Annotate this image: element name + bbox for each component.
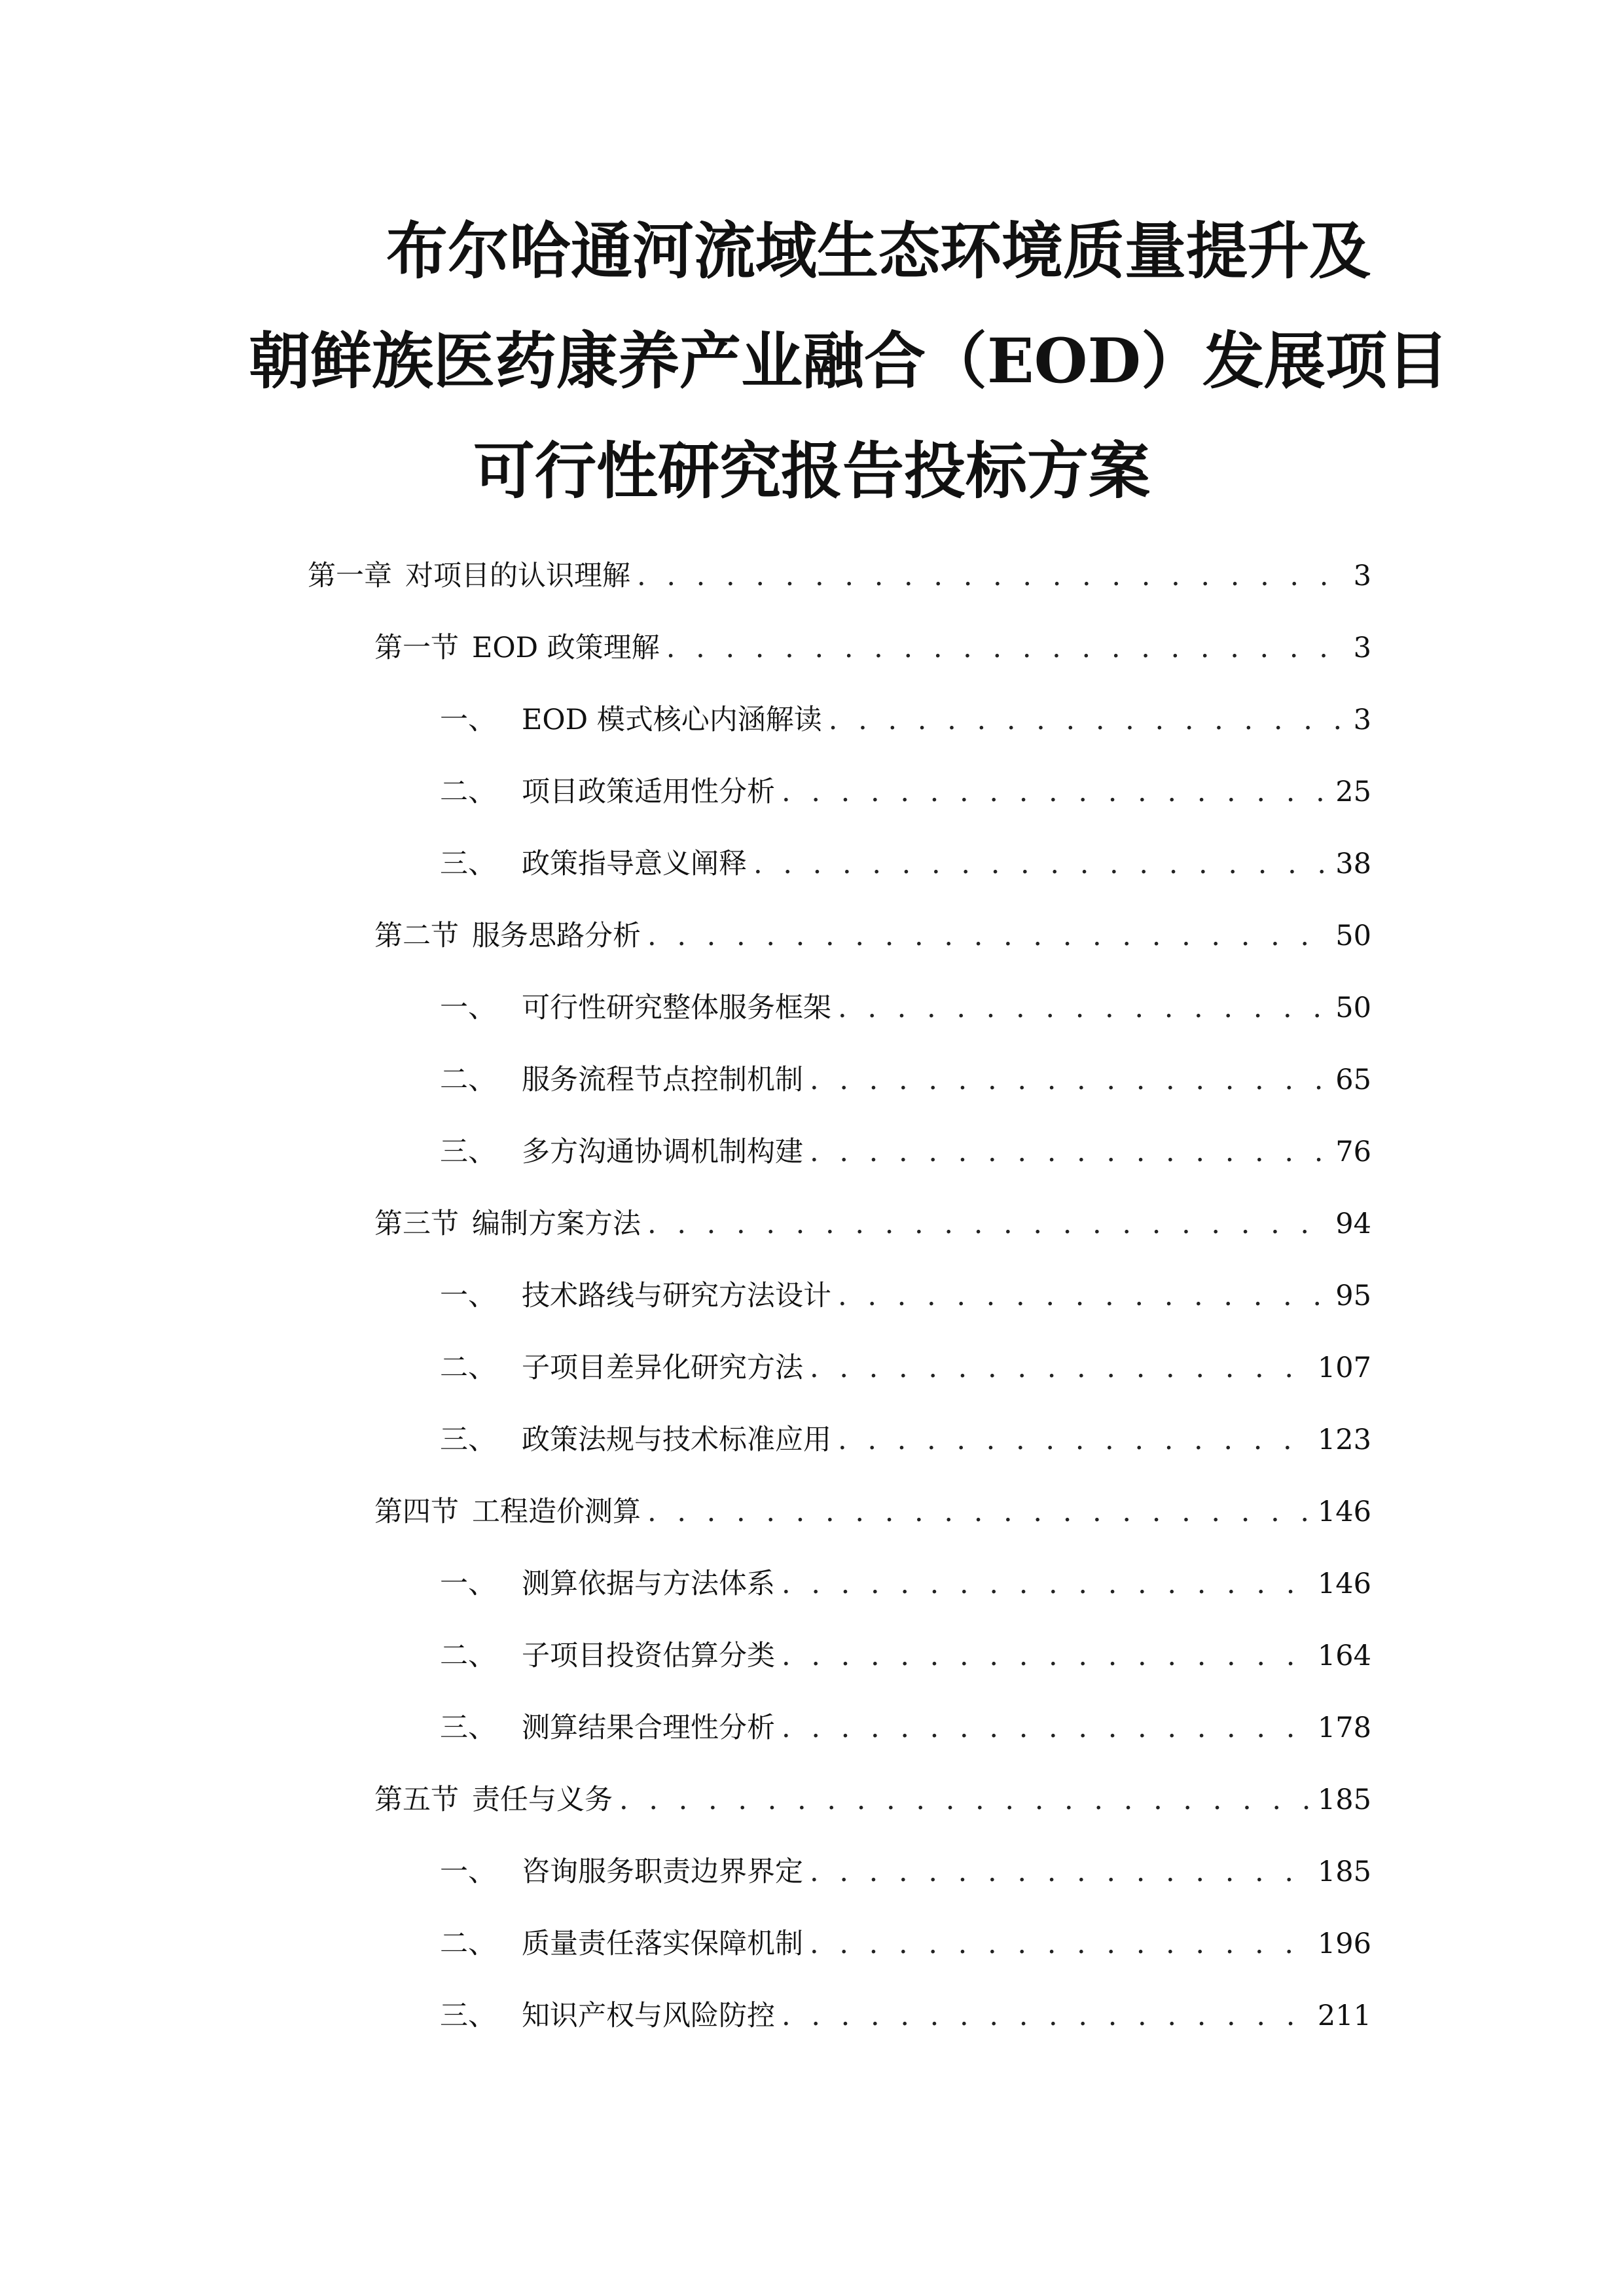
toc-entry-label: 服务流程节点控制机制 [522,1064,803,1096]
toc-entry-page: 123 [1317,1424,1371,1456]
toc-entry-chapter-1[interactable] [308,556,1371,596]
toc-dot-leader [782,1564,1311,1604]
toc-entry-label: 知识产权与风险防控 [522,2000,775,2032]
toc-dot-leader [810,1060,1329,1100]
toc-entry-page: 94 [1335,1208,1371,1240]
toc-entry-item-4-3[interactable] [440,1708,1371,1748]
toc-entry-page: 146 [1317,1496,1371,1528]
toc-dot-leader [666,628,1347,668]
toc-entry-label: 咨询服务职责边界界定 [522,1856,803,1888]
toc-entry-item-1-1[interactable] [440,700,1371,740]
toc-entry-page: 95 [1335,1280,1371,1312]
toc-entry-number: 二、 [440,1352,496,1384]
toc-entry-number: 三、 [440,2000,496,2032]
toc-entry-item-3-3[interactable] [440,1420,1371,1460]
toc-entry-number: 第四节 [374,1496,459,1528]
toc-entry-page: 178 [1317,1712,1371,1744]
toc-entry-item-2-1[interactable] [440,988,1371,1028]
toc-entry-number: 一、 [440,1856,496,1888]
toc-dot-leader [810,1852,1311,1892]
toc-entry-section-5[interactable] [374,1780,1371,1820]
toc-entry-section-1[interactable] [374,628,1371,668]
toc-entry-label: 测算依据与方法体系 [522,1568,775,1600]
toc-entry-number: 第一章 [308,560,392,592]
toc-entry-label: 子项目投资估算分类 [522,1640,775,1672]
toc-dot-leader [753,844,1329,884]
toc-dot-leader [782,772,1329,812]
toc-dot-leader [810,1924,1311,1964]
toc-dot-leader [810,1348,1311,1388]
toc-entry-page: 3 [1353,704,1371,736]
toc-entry-page: 185 [1317,1784,1371,1816]
toc-entry-label: 工程造价测算 [472,1496,641,1528]
toc-entry-item-4-2[interactable] [440,1636,1371,1676]
toc-entry-number: 三、 [440,1712,496,1744]
toc-dot-leader [838,1276,1329,1316]
toc-entry-page: 164 [1317,1640,1371,1672]
toc-entry-label: 多方沟通协调机制构建 [522,1136,803,1168]
toc-entry-item-1-3[interactable] [440,844,1371,884]
toc-entry-number: 三、 [440,1136,496,1168]
toc-entry-label: 技术路线与研究方法设计 [522,1280,831,1312]
toc-entry-page: 38 [1335,848,1371,880]
toc-entry-item-1-2[interactable] [440,772,1371,812]
toc-dot-leader [647,1492,1311,1532]
toc-entry-item-3-2[interactable] [440,1348,1371,1388]
toc-entry-label: 政策法规与技术标准应用 [522,1424,831,1456]
toc-entry-item-5-3[interactable] [440,1996,1371,2036]
toc-entry-label: 服务思路分析 [472,920,641,952]
toc-entry-number: 第一节 [374,632,459,664]
toc-entry-page: 3 [1353,632,1371,664]
toc-entry-number: 一、 [440,992,496,1024]
toc-entry-page: 25 [1335,776,1371,808]
toc-entry-label: EOD 模式核心内涵解读 [522,704,822,736]
toc-entry-label: 测算结果合理性分析 [522,1712,775,1744]
toc-entry-page: 185 [1317,1856,1371,1888]
toc-entry-label: 可行性研究整体服务框架 [522,992,831,1024]
toc-entry-item-5-1[interactable] [440,1852,1371,1892]
toc-dot-leader [810,1132,1329,1172]
toc-entry-page: 196 [1317,1928,1371,1960]
toc-dot-leader [782,1996,1311,2036]
toc-entry-label: 项目政策适用性分析 [522,776,775,808]
toc-entry-item-4-1[interactable] [440,1564,1371,1604]
toc-entry-label: 对项目的认识理解 [405,560,630,592]
toc-entry-page: 211 [1317,2000,1371,2032]
toc-entry-number: 一、 [440,1280,496,1312]
toc-dot-leader [782,1636,1311,1676]
toc-entry-page: 3 [1353,560,1371,592]
toc-entry-number: 三、 [440,1424,496,1456]
toc-entry-number: 二、 [440,1928,496,1960]
toc-entry-page: 50 [1335,920,1371,952]
toc-dot-leader [838,1420,1311,1460]
toc-dot-leader [637,556,1347,596]
toc-entry-number: 第三节 [374,1208,459,1240]
toc-entry-label: 编制方案方法 [472,1208,641,1240]
title-line-2: 朝鲜族医药康养产业融合（EOD）发展项目 [249,325,1449,397]
toc-entry-item-2-2[interactable] [440,1060,1371,1100]
toc-entry-number: 一、 [440,704,496,736]
toc-dot-leader [647,1204,1329,1244]
document-title [249,196,1449,526]
toc-entry-section-4[interactable] [374,1492,1371,1532]
toc-entry-item-2-3[interactable] [440,1132,1371,1172]
toc-entry-page: 107 [1317,1352,1371,1384]
toc-entry-section-2[interactable] [374,916,1371,956]
toc-dot-leader [619,1780,1311,1820]
toc-entry-item-3-1[interactable] [440,1276,1371,1316]
toc-entry-page: 146 [1317,1568,1371,1600]
toc-entry-number: 二、 [440,1064,496,1096]
toc-dot-leader [838,988,1329,1028]
toc-entry-number: 三、 [440,848,496,880]
toc-entry-number: 二、 [440,776,496,808]
toc-entry-number: 二、 [440,1640,496,1672]
toc-entry-item-5-2[interactable] [440,1924,1371,1964]
title-line-1: 布尔哈通河流域生态环境质量提升及 [386,215,1371,287]
toc-entry-label: 责任与义务 [472,1784,613,1816]
toc-entry-page: 76 [1335,1136,1371,1168]
toc-entry-label: 质量责任落实保障机制 [522,1928,803,1960]
toc-entry-label: 政策指导意义阐释 [522,848,747,880]
toc-entry-number: 第五节 [374,1784,459,1816]
toc-entry-page: 65 [1335,1064,1371,1096]
toc-entry-page: 50 [1335,992,1371,1024]
toc-dot-leader [647,916,1329,956]
toc-entry-number: 一、 [440,1568,496,1600]
toc-entry-label: 子项目差异化研究方法 [522,1352,803,1384]
toc-dot-leader [782,1708,1311,1748]
toc-entry-label: EOD 政策理解 [472,632,660,664]
title-line-3: 可行性研究报告投标方案 [473,435,1150,507]
toc-entry-number: 第二节 [374,920,459,952]
toc-entry-section-3[interactable] [374,1204,1371,1244]
toc-dot-leader [829,700,1347,740]
